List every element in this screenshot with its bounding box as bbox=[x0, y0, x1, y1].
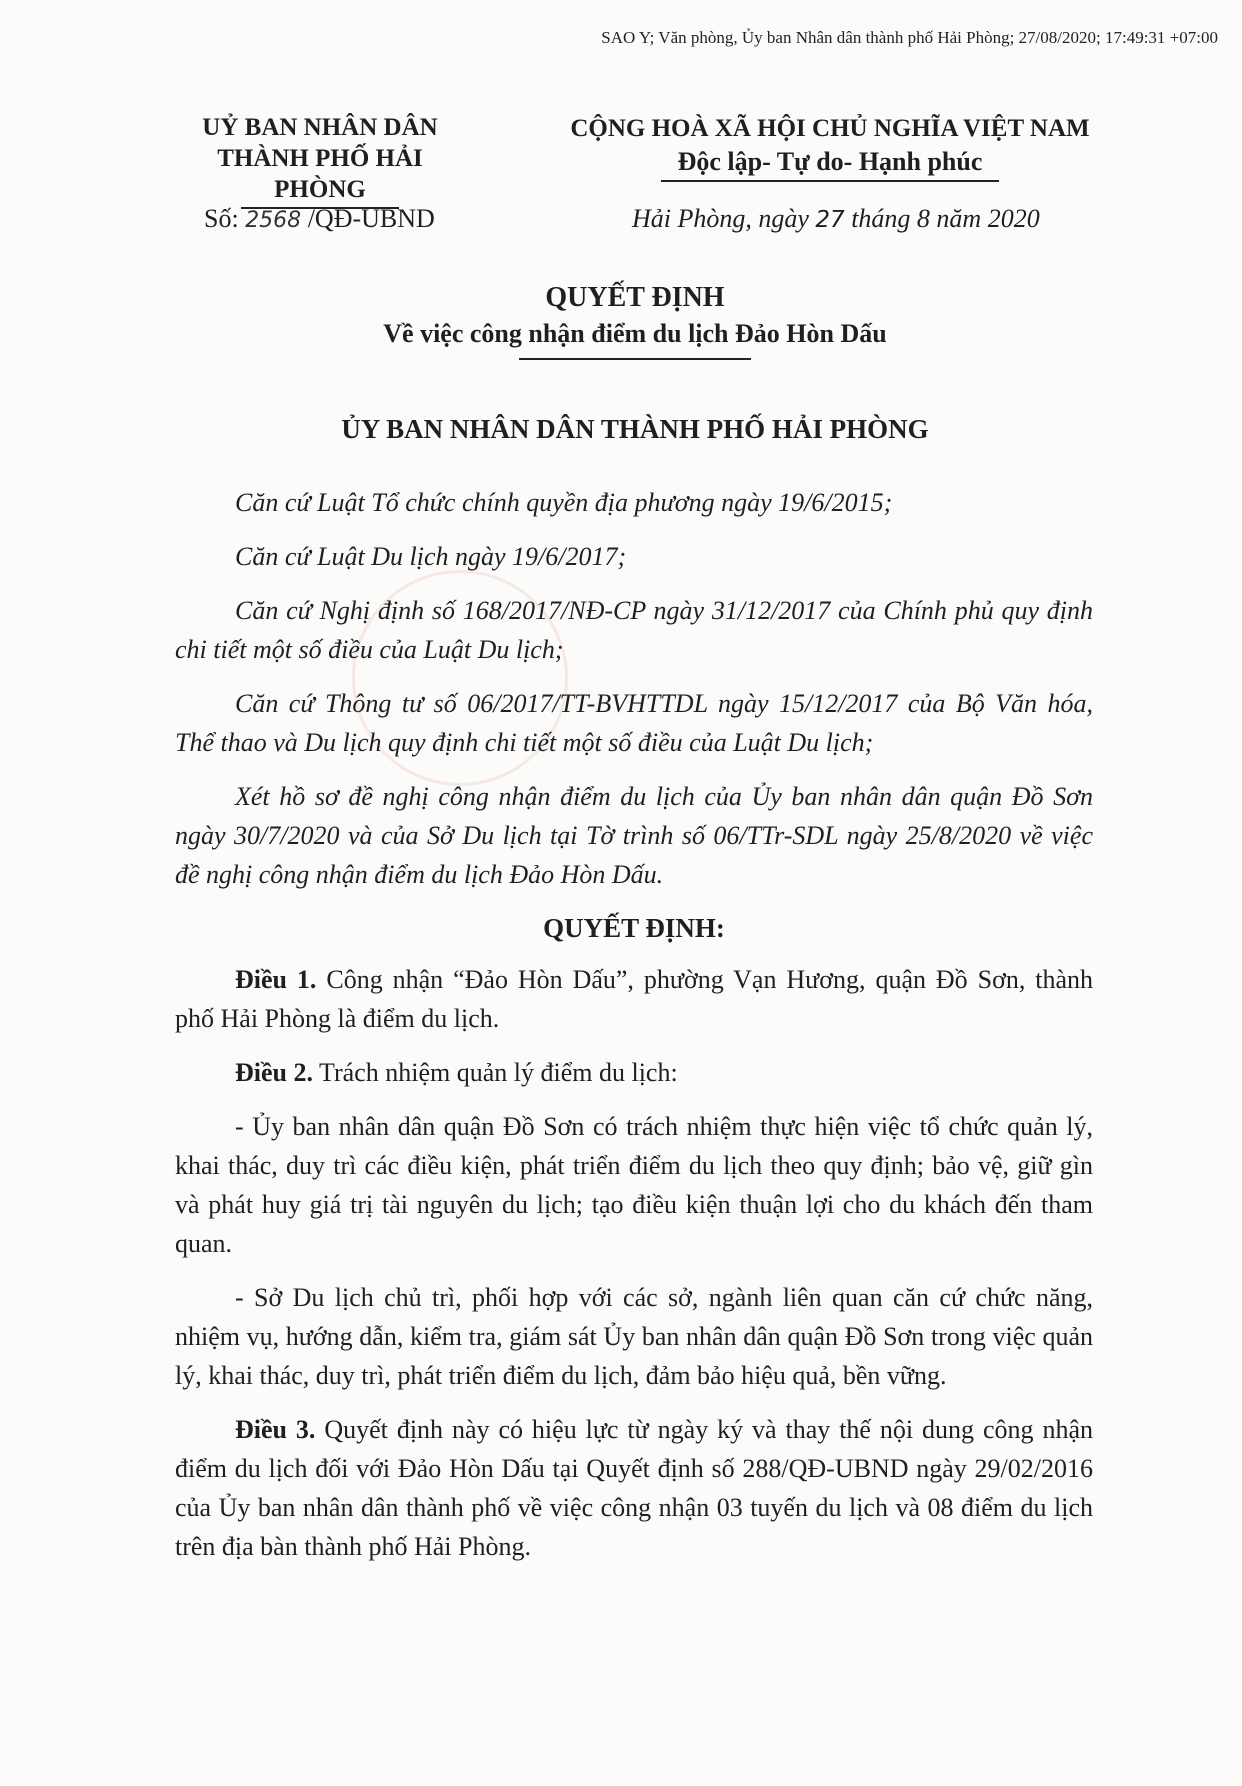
national-motto: Độc lập- Tự do- Hạnh phúc bbox=[677, 147, 983, 176]
document-title-block bbox=[0, 280, 1242, 360]
article-2 bbox=[175, 1053, 1093, 1092]
document-body bbox=[175, 483, 1093, 1581]
legal-basis-section bbox=[175, 483, 1093, 894]
article-1 bbox=[175, 960, 1093, 1038]
copy-certification-stamp: SAO Y; Văn phòng, Ủy ban Nhân dân thành phố Hải Phòng; 27/08/2020; 17:49:31 +07:00 bbox=[601, 28, 1218, 47]
issuing-authority-line: ỦY BAN NHÂN DÂN THÀNH PHỐ HẢI PHÒNG bbox=[341, 414, 929, 444]
article-3 bbox=[175, 1410, 1093, 1566]
doc-number-prefix: Số: bbox=[204, 204, 246, 233]
doc-date-suffix: tháng 8 năm 2020 bbox=[844, 204, 1040, 233]
basis-paragraph: Căn cứ Luật Du lịch ngày 19/6/2017; bbox=[235, 542, 627, 571]
article-2-item: - Ủy ban nhân dân quận Đồ Sơn có trách nhiệm thực hiện việc tổ chức quản lý, khai thác, duy trì các điều kiện, phát triển điểm du lịch theo quy định; bảo vệ, giữ gìn và phát huy giá trị tài nguyên du lịch; tạo điều kiện thuận lợi cho du khách đến tham quan. bbox=[175, 1112, 1093, 1258]
doc-number-handwritten: 2568 bbox=[245, 208, 302, 233]
decision-heading: QUYẾT ĐỊNH: bbox=[543, 913, 725, 943]
basis-paragraph: Xét hồ sơ đề nghị công nhận điểm du lịch của Ủy ban nhân dân quận Đồ Sơn ngày 30/7/2020 và của Sở Du lịch tại Tờ trình số 06/TTr-SDL ngày 25/8/2020 về việc đề nghị công nhận điểm du lịch Đảo Hòn Dấu. bbox=[175, 782, 1093, 889]
doc-date-prefix: Hải Phòng, ngày bbox=[632, 204, 816, 233]
article-1-text: Công nhận “Đảo Hòn Dấu”, phường Vạn Hương, quận Đồ Sơn, thành phố Hải Phòng là điểm du lịch. bbox=[175, 965, 1094, 1033]
document-number bbox=[204, 204, 435, 234]
national-motto-header bbox=[560, 112, 1100, 182]
basis-paragraph: Căn cứ Thông tư số 06/2017/TT-BVHTTDL ngày 15/12/2017 của Bộ Văn hóa, Thể thao và Du lịch quy định chi tiết một số điều của Luật Du lịch; bbox=[175, 689, 1093, 757]
article-2-text: Trách nhiệm quản lý điểm du lịch: bbox=[313, 1058, 678, 1087]
issuing-authority-header bbox=[170, 112, 470, 209]
article-3-label: Điều 3. bbox=[235, 1415, 316, 1444]
document-title: QUYẾT ĐỊNH bbox=[545, 282, 725, 313]
doc-number-suffix: /QĐ-UBND bbox=[301, 204, 435, 233]
motto-underline bbox=[661, 180, 999, 182]
document-date bbox=[632, 204, 1040, 234]
issuer-line-1: UỶ BAN NHÂN DÂN bbox=[202, 114, 438, 141]
basis-paragraph: Căn cứ Luật Tổ chức chính quyền địa phương ngày 19/6/2015; bbox=[235, 488, 893, 517]
document-subtitle: Về việc công nhận điểm du lịch Đảo Hòn Dấu bbox=[383, 319, 887, 348]
article-1-label: Điều 1. bbox=[235, 965, 317, 994]
article-2-item: - Sở Du lịch chủ trì, phối hợp với các sở, ngành liên quan căn cứ chức năng, nhiệm vụ, hướng dẫn, kiểm tra, giám sát Ủy ban nhân dân quận Đồ Sơn trong việc quản lý, khai thác, duy trì, phát triển điểm du lịch, đảm bảo hiệu quả, bền vững. bbox=[175, 1283, 1093, 1390]
issuer-line-2: THÀNH PHỐ HẢI PHÒNG bbox=[217, 145, 423, 203]
basis-paragraph: Căn cứ Nghị định số 168/2017/NĐ-CP ngày 31/12/2017 của Chính phủ quy định chi tiết một số điều của Luật Du lịch; bbox=[175, 596, 1093, 664]
title-underline bbox=[519, 358, 751, 360]
national-title: CỘNG HOÀ XÃ HỘI CHỦ NGHĨA VIỆT NAM bbox=[570, 115, 1090, 142]
doc-date-day-handwritten: 27 bbox=[815, 207, 845, 233]
article-2-label: Điều 2. bbox=[235, 1058, 313, 1087]
article-3-text: Quyết định này có hiệu lực từ ngày ký và thay thế nội dung công nhận điểm du lịch đối với Đảo Hòn Dấu tại Quyết định số 288/QĐ-UBND ngày 29/02/2016 của Ủy ban nhân dân thành phố về việc công nhận 03 tuyến du lịch và 08 điểm du lịch trên địa bàn thành phố Hải Phòng. bbox=[175, 1415, 1093, 1561]
